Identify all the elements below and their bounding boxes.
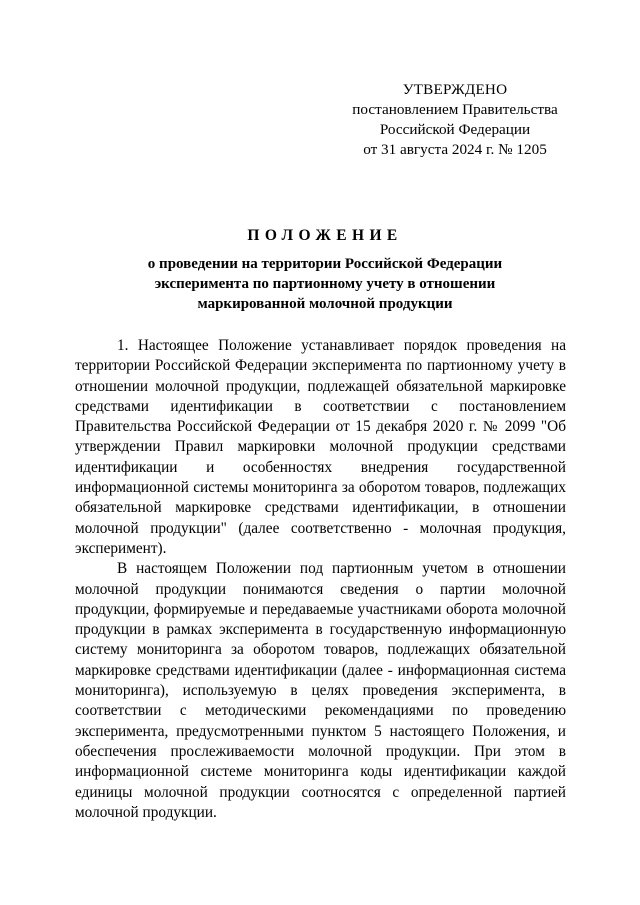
approved-heading: УТВЕРЖДЕНО — [402, 81, 508, 98]
approval-line-2: Российской Федерации — [379, 121, 531, 138]
paragraph-2: В настоящем Положении под партионным учетом в отношении молочной продукции понимаются сведения о партии молочной продукции, формируемые и передаваемые участниками оборота молочной продукции в рамках эксперимента в государственную информационную систему мониторинга за оборотом товаров, подлежащих обязательной маркировке средствами идентификации (далее - информационная система мониторинга), используемую в целях проведения эксперимента, в соответствии с методическими рекомендациями по проведению эксперимента, предусмотренными пунктом 5 настоящего Положения, и обеспечения прослеживаемости молочной продукции. При этом в информационной системе мониторинга коды идентификации каждой единицы молочной продукции соотносятся с определенной партией молочной продукции. — [75, 560, 566, 821]
document-subtitle-line-2: эксперимента по партионному учету в отношении — [154, 276, 496, 292]
document-heading — [80, 226, 570, 314]
document-title: ПОЛОЖЕНИЕ — [247, 227, 403, 244]
paragraph-1: 1. Настоящее Положение устанавливает порядок проведения на территории Российской Федерации эксперимента по партионному учету в отношении молочной продукции, подлежащей обязательной маркировке средствами идентификации в соответствии с постановлением Правительства Российской Федерации от 15 декабря 2020 г. № 2099 "Об утверждении Правил маркировки молочной продукции средствами идентификации и особенностях внедрения государственной информационной системы мониторинга за оборотом товаров, подлежащих обязательной маркировке средствами идентификации, в отношении молочной продукции" (далее соответственно - молочная продукция, эксперимент). — [75, 337, 566, 557]
approval-line-1: постановлением Правительства — [352, 101, 558, 118]
approval-stamp — [330, 80, 580, 160]
approval-line-3: от 31 августа 2024 г. № 1205 — [363, 141, 547, 158]
document-body — [75, 336, 566, 823]
document-subtitle-line-1: о проведении на территории Российской Федерации — [147, 256, 503, 272]
document-subtitle-line-3: маркированной молочной продукции — [197, 296, 453, 312]
